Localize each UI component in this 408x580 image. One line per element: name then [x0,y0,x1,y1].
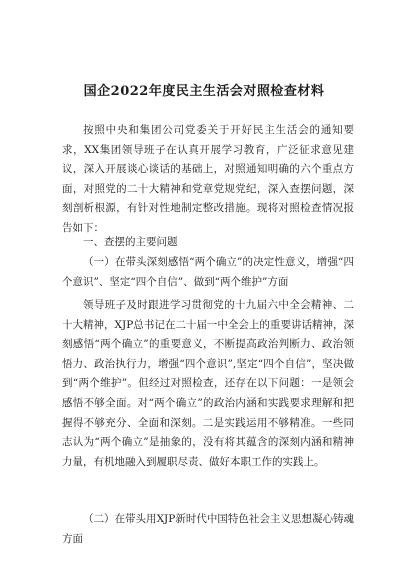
intro-paragraph: 按照中央和集团公司党委关于开好民主生活会的通知要求，XX集团领导班子在认真开展学习教育，广泛征求意见建议，深入开展谈心谈话的基础上，对照通知明确的六个重点方面，对照党的二十大精神和党章党规党纪，深入查摆问题，深刻剖析根源，有针对性地制定整改措施。现将对照检查情况报告如下： [62,124,354,234]
section-heading: 一、查摆的主要问题 [83,236,178,248]
subsection-2-title: （二）在带头用XJP新时代中国特色社会主义思想凝心铸魂方面 [62,513,354,545]
subsection-1-title: （一）在带头深刻感悟“两个确立”的决定性意义，增强“四个意识”、坚定“四个自信”、做到“两个维护”方面 [62,256,354,288]
subsection-1-body: 领导班子及时跟进学习贯彻党的十九届六中全会精神、二十大精神，XJP总书记在二十届一中全会上的重要讲话精神，深刻感悟“两个确立”的重要意义，不断提高政治判断力、政治领悟力、政治执行力，增强“四个意识”,坚定“四个自信”，坚决做到“两个维护”。但经过对照检查，还存在以下问题：一是领会感悟不够全面。对“两个确立”的政治内涵和实践要求理解和把握得不够充分、全面和深刻。二是实践运用不够精准。一些同志认为“两个确立”是抽象的，没有将其蕴含的深刻内涵和精神力量，有机地融入到履职尽责、做好本职工作的实践上。 [62,299,354,468]
document-title: 国企2022年度民主生活会对照检查材料 [83,84,325,99]
